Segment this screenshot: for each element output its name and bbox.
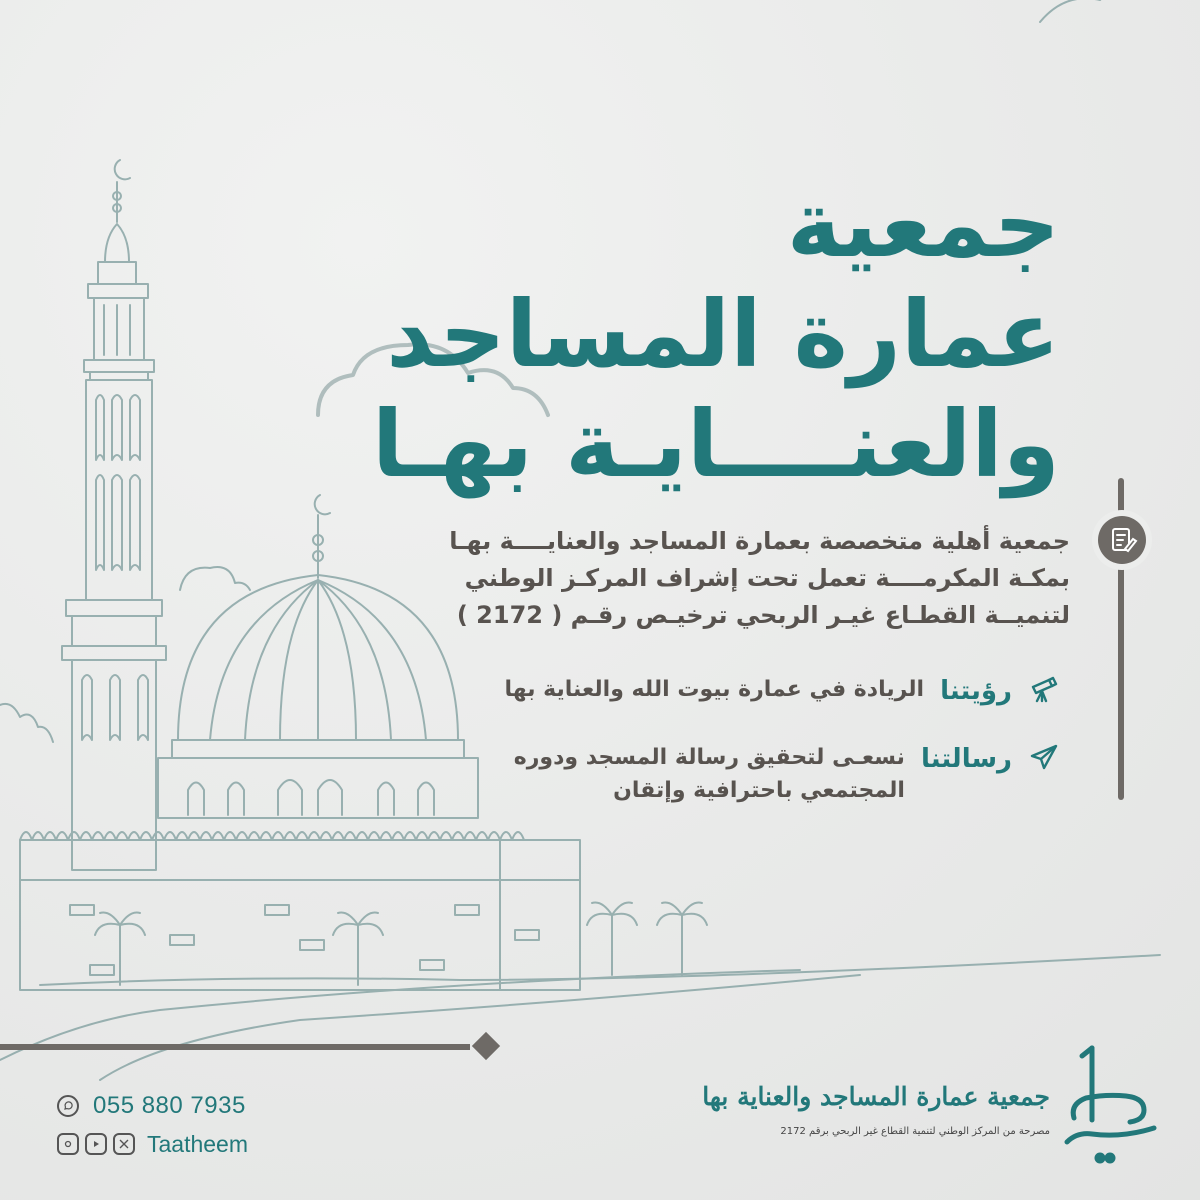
description-line: لتنميــة القطـاع غيـر الربحي ترخيـص رقـم ( 2172 ) (456, 601, 1070, 629)
whatsapp-icon[interactable] (57, 1095, 79, 1117)
palm-tree (95, 903, 707, 986)
minaret (62, 160, 166, 870)
x-icon[interactable] (113, 1133, 135, 1155)
phone-line (57, 1087, 248, 1125)
social-line (57, 1125, 248, 1163)
cloud-shape (180, 567, 250, 590)
description (350, 523, 1070, 634)
contact-info (57, 1087, 248, 1163)
vision-label: رؤيتنا (940, 676, 1012, 706)
vision-text: الريادة في عمارة بيوت الله والعناية بها (504, 677, 925, 702)
organization-license: مصرحة من المركز الوطني لتنمية القطاع غير الربحي برقم 2172 (780, 1126, 1050, 1137)
cloud-shape (0, 704, 53, 742)
title-line-2: عمارة المساجد (386, 281, 1060, 388)
description-line: جمعية أهلية متخصصة بعمارة المساجد والعنايــــة بهـا (449, 527, 1070, 555)
telescope-icon (1028, 673, 1060, 705)
instagram-icon[interactable] (57, 1133, 79, 1155)
description-line: بمكـة المكرمــــة تعمل تحت إشراف المركـز الوطني (464, 564, 1070, 592)
mission-row (505, 741, 1060, 807)
mission-label: رسالتنا (920, 744, 1012, 774)
title-line-1: جمعية (786, 171, 1060, 278)
main-title (360, 170, 1060, 500)
title-line-3: والعنــــايـة بهـا (371, 391, 1060, 498)
phone-number[interactable]: 055 880 7935 (93, 1092, 246, 1119)
social-handle[interactable]: Taatheem (147, 1130, 249, 1157)
divider-diamond (472, 1032, 500, 1060)
vision-row (504, 673, 1060, 709)
cloud-shape (1040, 0, 1200, 22)
document-edit-icon (1098, 516, 1146, 564)
mission-text: نسعـى لتحقيق رسالة المسجد ودوره المجتمعي باحترافية وإتقان (513, 745, 905, 803)
youtube-icon[interactable] (85, 1133, 107, 1155)
ground-line (40, 955, 1160, 985)
organization-signature (702, 1080, 1050, 1137)
crenellations (20, 832, 524, 840)
organization-name: جمعية عمارة المساجد والعناية بها (702, 1082, 1050, 1111)
taatheem-logo (1062, 1040, 1162, 1170)
paper-plane-icon (1028, 741, 1060, 773)
